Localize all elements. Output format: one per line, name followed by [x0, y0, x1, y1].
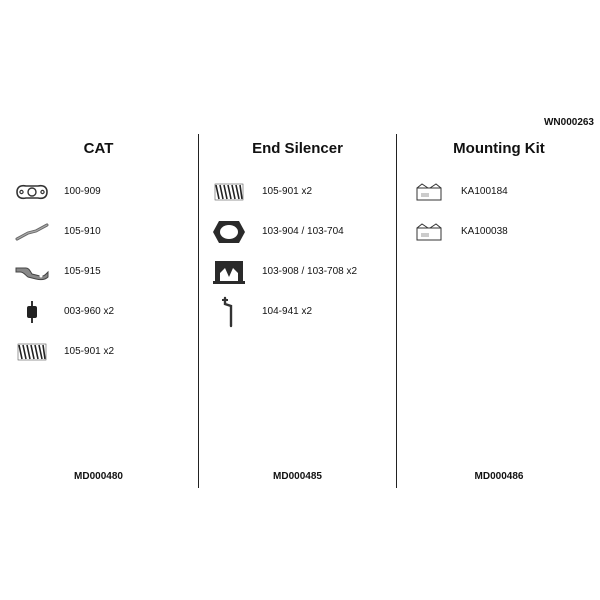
bracket-icon — [14, 220, 50, 244]
list-item — [0, 178, 197, 218]
list-item — [199, 178, 396, 218]
column-end-silencer — [198, 134, 396, 488]
parts-list — [397, 178, 600, 258]
assembly-reference: WN000263 — [543, 117, 594, 128]
kit-box-icon — [411, 180, 447, 204]
part-number: 003-960 x2 — [64, 306, 115, 317]
part-number: 103-908 / 103-708 x2 — [262, 266, 358, 277]
part-number: 105-910 — [64, 226, 101, 237]
column-title: CAT — [83, 140, 114, 157]
spring-icon — [211, 180, 247, 204]
parts-list — [199, 178, 396, 338]
list-item — [0, 338, 197, 378]
part-number: 105-915 — [64, 266, 101, 277]
list-item — [199, 258, 396, 298]
list-item — [199, 218, 396, 258]
part-number: 104-941 x2 — [262, 306, 313, 317]
rubber-mount-icon — [14, 300, 50, 324]
list-item — [199, 298, 396, 338]
column-mounting-kit — [396, 134, 600, 488]
spring-icon — [14, 340, 50, 364]
list-item — [0, 218, 197, 258]
rubber-hanger-icon — [211, 260, 247, 284]
column-title: Mounting Kit — [453, 140, 545, 157]
part-number: 105-901 x2 — [64, 346, 115, 357]
kit-code: MD000480 — [74, 471, 123, 482]
part-number: KA100184 — [461, 186, 508, 197]
hanger-bracket-icon — [14, 260, 50, 284]
rubber-ring-icon — [211, 220, 247, 244]
column-title: End Silencer — [252, 140, 343, 157]
kit-code: MD000486 — [474, 471, 524, 482]
part-number: 100-909 — [64, 186, 101, 197]
part-number: 105-901 x2 — [262, 186, 313, 197]
part-number: KA100038 — [461, 226, 508, 237]
hook-icon — [211, 300, 247, 324]
gasket-icon — [14, 180, 50, 204]
kit-box-icon — [411, 220, 447, 244]
list-item — [397, 178, 600, 218]
column-cat — [0, 134, 197, 488]
list-item — [0, 298, 197, 338]
kit-code: MD000485 — [273, 471, 322, 482]
parts-list — [0, 178, 197, 378]
part-number: 103-904 / 103-704 — [262, 226, 344, 237]
list-item — [397, 218, 600, 258]
list-item — [0, 258, 197, 298]
